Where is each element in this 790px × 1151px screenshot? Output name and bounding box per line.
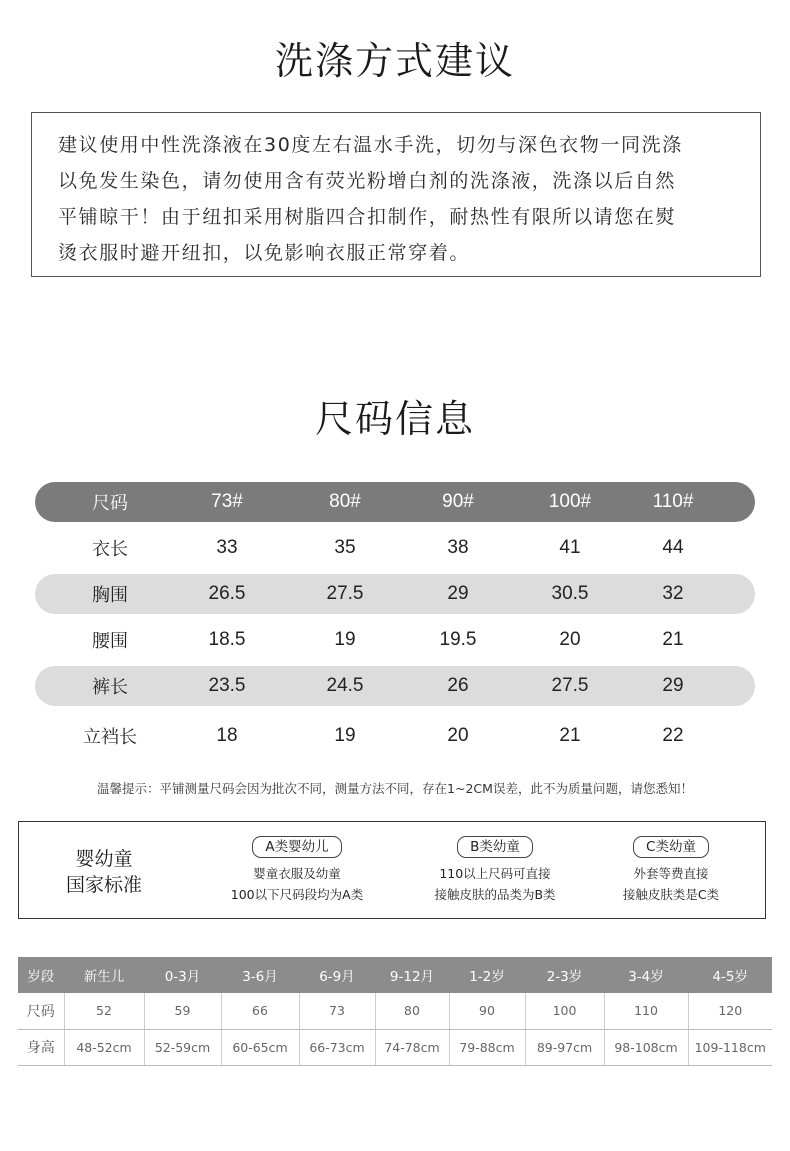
table-cell: 21	[662, 629, 684, 650]
category-desc: 110以上尺码可直接	[439, 866, 551, 881]
table-cell: 19.5	[439, 629, 477, 650]
table-cell: 19	[334, 725, 356, 746]
table-cell: 60-65cm	[221, 1029, 299, 1065]
table-cell: 18	[216, 725, 238, 746]
header-cell: 新生儿	[64, 957, 144, 993]
table-cell: 44	[662, 537, 684, 558]
category-c	[571, 836, 771, 905]
header-cell: 100#	[548, 491, 592, 512]
header-cell: 4-5岁	[688, 957, 772, 993]
category-badge: A类婴幼儿	[252, 836, 341, 858]
size-row-chest	[35, 574, 755, 614]
table-cell: 19	[334, 629, 356, 650]
header-cell: 9-12月	[375, 957, 449, 993]
table-cell: 30.5	[551, 583, 589, 604]
table-cell: 22	[662, 725, 684, 746]
wash-line: 建议使用中性洗涤液在30度左右温水手洗，切勿与深色衣物一同洗涤	[58, 134, 683, 156]
size-row-pants-length	[35, 666, 755, 706]
table-cell: 120	[688, 993, 772, 1029]
table-cell: 35	[334, 537, 356, 558]
header-cell: 0-3月	[144, 957, 221, 993]
table-cell: 29	[447, 583, 469, 604]
table-cell: 90	[449, 993, 525, 1029]
standard-title-line: 婴幼童	[75, 848, 133, 870]
table-cell: 18.5	[208, 629, 246, 650]
size-row-waist	[35, 620, 755, 660]
row-label: 腰围	[92, 631, 128, 652]
row-label: 立裆长	[83, 727, 137, 748]
table-cell: 20	[559, 629, 581, 650]
size-row-length	[35, 528, 755, 568]
size-table	[35, 482, 755, 762]
national-standard-box	[18, 821, 766, 919]
table-cell: 24.5	[326, 675, 364, 696]
row-label: 衣长	[92, 539, 128, 560]
age-height-table	[18, 957, 772, 1066]
wash-line: 烫衣服时避开纽扣，以免影响衣服正常穿着。	[58, 242, 471, 264]
table-cell: 27.5	[326, 583, 364, 604]
category-desc: 外套等费直接	[633, 866, 709, 881]
table-cell: 27.5	[551, 675, 589, 696]
table-cell: 80	[375, 993, 449, 1029]
table-cell: 23.5	[208, 675, 246, 696]
table-cell: 26	[447, 675, 469, 696]
size-table-header	[35, 482, 755, 522]
table-cell: 52-59cm	[144, 1029, 221, 1065]
category-a	[197, 836, 397, 905]
category-badge: B类幼童	[457, 836, 533, 858]
wash-line: 平铺晾干！由于纽扣采用树脂四合扣制作，耐热性有限所以请您在熨	[58, 206, 677, 228]
table-cell: 48-52cm	[64, 1029, 144, 1065]
table-cell: 32	[662, 583, 684, 604]
header-cell: 2-3岁	[525, 957, 604, 993]
table-cell: 66	[221, 993, 299, 1029]
header-cell: 3-4岁	[604, 957, 688, 993]
header-cell: 岁段	[18, 957, 64, 993]
header-cell: 110#	[652, 491, 694, 512]
category-desc: 100以下尺码段均为A类	[230, 887, 364, 902]
table-cell: 110	[604, 993, 688, 1029]
header-cell: 尺码	[92, 493, 128, 514]
row-label: 裤长	[92, 677, 128, 698]
age-table-row-size	[18, 993, 772, 1029]
standard-title	[49, 846, 159, 898]
row-label: 身高	[18, 1029, 64, 1065]
category-b	[395, 836, 595, 905]
table-cell: 20	[447, 725, 469, 746]
header-cell: 6-9月	[299, 957, 375, 993]
table-cell: 59	[144, 993, 221, 1029]
table-cell: 52	[64, 993, 144, 1029]
table-cell: 73	[299, 993, 375, 1029]
header-cell: 1-2岁	[449, 957, 525, 993]
table-cell: 38	[447, 537, 469, 558]
size-section-title: 尺码信息	[314, 397, 475, 441]
table-cell: 79-88cm	[449, 1029, 525, 1065]
table-cell: 29	[662, 675, 684, 696]
table-cell: 89-97cm	[525, 1029, 604, 1065]
table-cell: 66-73cm	[299, 1029, 375, 1065]
category-desc: 接触皮肤的品类为B类	[434, 887, 556, 902]
row-label: 胸围	[92, 585, 128, 606]
header-cell: 3-6月	[221, 957, 299, 993]
table-cell: 98-108cm	[604, 1029, 688, 1065]
category-desc: 接触皮肤类是C类	[622, 887, 720, 902]
category-desc: 婴童衣服及幼童	[253, 866, 341, 881]
header-cell: 90#	[442, 491, 474, 512]
header-cell: 80#	[329, 491, 361, 512]
measurement-note: 温馨提示：平铺测量尺码会因为批次不同，测量方法不同，存在1~2CM误差，此不为质量问题，请您悉知！	[97, 781, 693, 796]
age-table-header	[18, 957, 772, 993]
table-cell: 100	[525, 993, 604, 1029]
row-label: 尺码	[18, 993, 64, 1029]
age-table-row-height	[18, 1029, 772, 1065]
table-cell: 74-78cm	[375, 1029, 449, 1065]
wash-instructions-box	[31, 112, 761, 277]
table-cell: 33	[216, 537, 238, 558]
table-cell: 21	[559, 725, 581, 746]
size-row-rise	[35, 716, 755, 756]
table-cell: 26.5	[208, 583, 246, 604]
wash-line: 以免发生染色，请勿使用含有荧光粉增白剂的洗涤液，洗涤以后自然	[58, 170, 677, 192]
header-cell: 73#	[211, 491, 243, 512]
wash-section-title: 洗涤方式建议	[274, 39, 515, 83]
table-cell: 109-118cm	[688, 1029, 772, 1065]
standard-title-line: 国家标准	[65, 874, 142, 896]
category-badge: C类幼童	[633, 836, 709, 858]
table-cell: 41	[559, 537, 581, 558]
